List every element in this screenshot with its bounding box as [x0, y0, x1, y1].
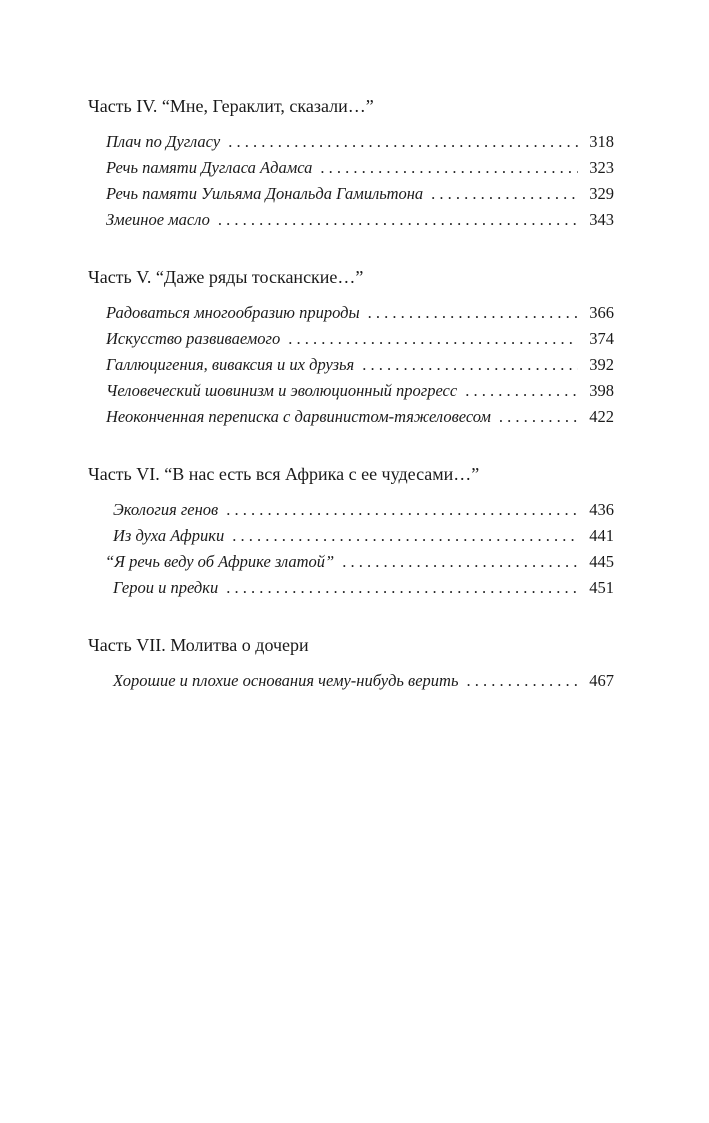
table-of-contents: [88, 94, 614, 726]
dot-leader: [465, 378, 578, 404]
entry-title: “Я речь веду об Африке златой”: [105, 552, 335, 571]
entry-page-number: 343: [589, 210, 614, 229]
entry-title: Экология генов: [113, 500, 219, 519]
toc-part-vi: [88, 462, 614, 601]
toc-entry[interactable]: [88, 300, 614, 326]
entry-page-number: 467: [589, 671, 614, 690]
entry-page-number: 451: [589, 578, 614, 597]
part-title: Часть V. “Даже ряды тосканские…”: [88, 267, 364, 287]
toc-entry[interactable]: [88, 549, 614, 575]
entry-title: Герои и предки: [113, 578, 219, 597]
dot-leader: [288, 326, 578, 352]
toc-entry[interactable]: [88, 404, 614, 430]
entry-page-number: 398: [589, 381, 614, 400]
dot-leader: [342, 549, 578, 575]
toc-entry[interactable]: [88, 207, 614, 233]
entry-title: Речь памяти Дугласа Адамса: [106, 158, 313, 177]
entry-title: Змеиное масло: [106, 210, 210, 229]
toc-entry[interactable]: [88, 352, 614, 378]
dot-leader: [320, 155, 578, 181]
toc-part-iv: [88, 94, 614, 233]
entry-title: Галлюцигения, виваксия и их друзья: [106, 355, 355, 374]
entry-title: Искусство развиваемого: [106, 329, 281, 348]
entry-page-number: 318: [589, 132, 614, 151]
entry-page-number: 366: [589, 303, 614, 322]
entry-page-number: 445: [589, 552, 614, 571]
toc-entry[interactable]: [88, 326, 614, 352]
entry-title: Плач по Дугласу: [106, 132, 221, 151]
entry-page-number: 329: [589, 184, 614, 203]
dot-leader: [466, 668, 578, 694]
toc-entry[interactable]: [88, 181, 614, 207]
dot-leader: [232, 523, 578, 549]
entry-title: Человеческий шовинизм и эволюционный прогресс: [106, 381, 458, 400]
entry-title: Неоконченная переписка с дарвинистом-тяжеловесом: [106, 407, 491, 426]
entry-page-number: 392: [589, 355, 614, 374]
part-title: Часть VII. Молитва о дочери: [88, 635, 309, 655]
dot-leader: [499, 404, 578, 430]
toc-entry[interactable]: [88, 575, 614, 601]
entry-title: Из духа Африки: [113, 526, 225, 545]
entry-page-number: 323: [589, 158, 614, 177]
dot-leader: [226, 575, 578, 601]
entry-page-number: 422: [589, 407, 614, 426]
toc-entry[interactable]: [88, 523, 614, 549]
entry-page-number: 441: [589, 526, 614, 545]
entry-title: Хорошие и плохие основания чему-нибудь верить: [113, 671, 459, 690]
part-title: Часть VI. “В нас есть вся Африка с ее чудесами…”: [88, 464, 480, 484]
entry-page-number: 374: [589, 329, 614, 348]
toc-entry[interactable]: [88, 155, 614, 181]
dot-leader: [218, 207, 578, 233]
toc-entry[interactable]: [88, 668, 614, 694]
dot-leader: [368, 300, 578, 326]
entry-title: Радоваться многообразию природы: [106, 303, 360, 322]
toc-part-vii: [88, 633, 614, 694]
toc-part-v: [88, 265, 614, 430]
entry-title: Речь памяти Уильяма Дональда Гамильтона: [106, 184, 424, 203]
dot-leader: [362, 352, 578, 378]
dot-leader: [226, 497, 578, 523]
toc-entry[interactable]: [88, 497, 614, 523]
entry-page-number: 436: [589, 500, 614, 519]
toc-entry[interactable]: [88, 129, 614, 155]
part-title: Часть IV. “Мне, Гераклит, сказали…”: [88, 96, 374, 116]
dot-leader: [431, 181, 578, 207]
dot-leader: [228, 129, 578, 155]
toc-entry[interactable]: [88, 378, 614, 404]
